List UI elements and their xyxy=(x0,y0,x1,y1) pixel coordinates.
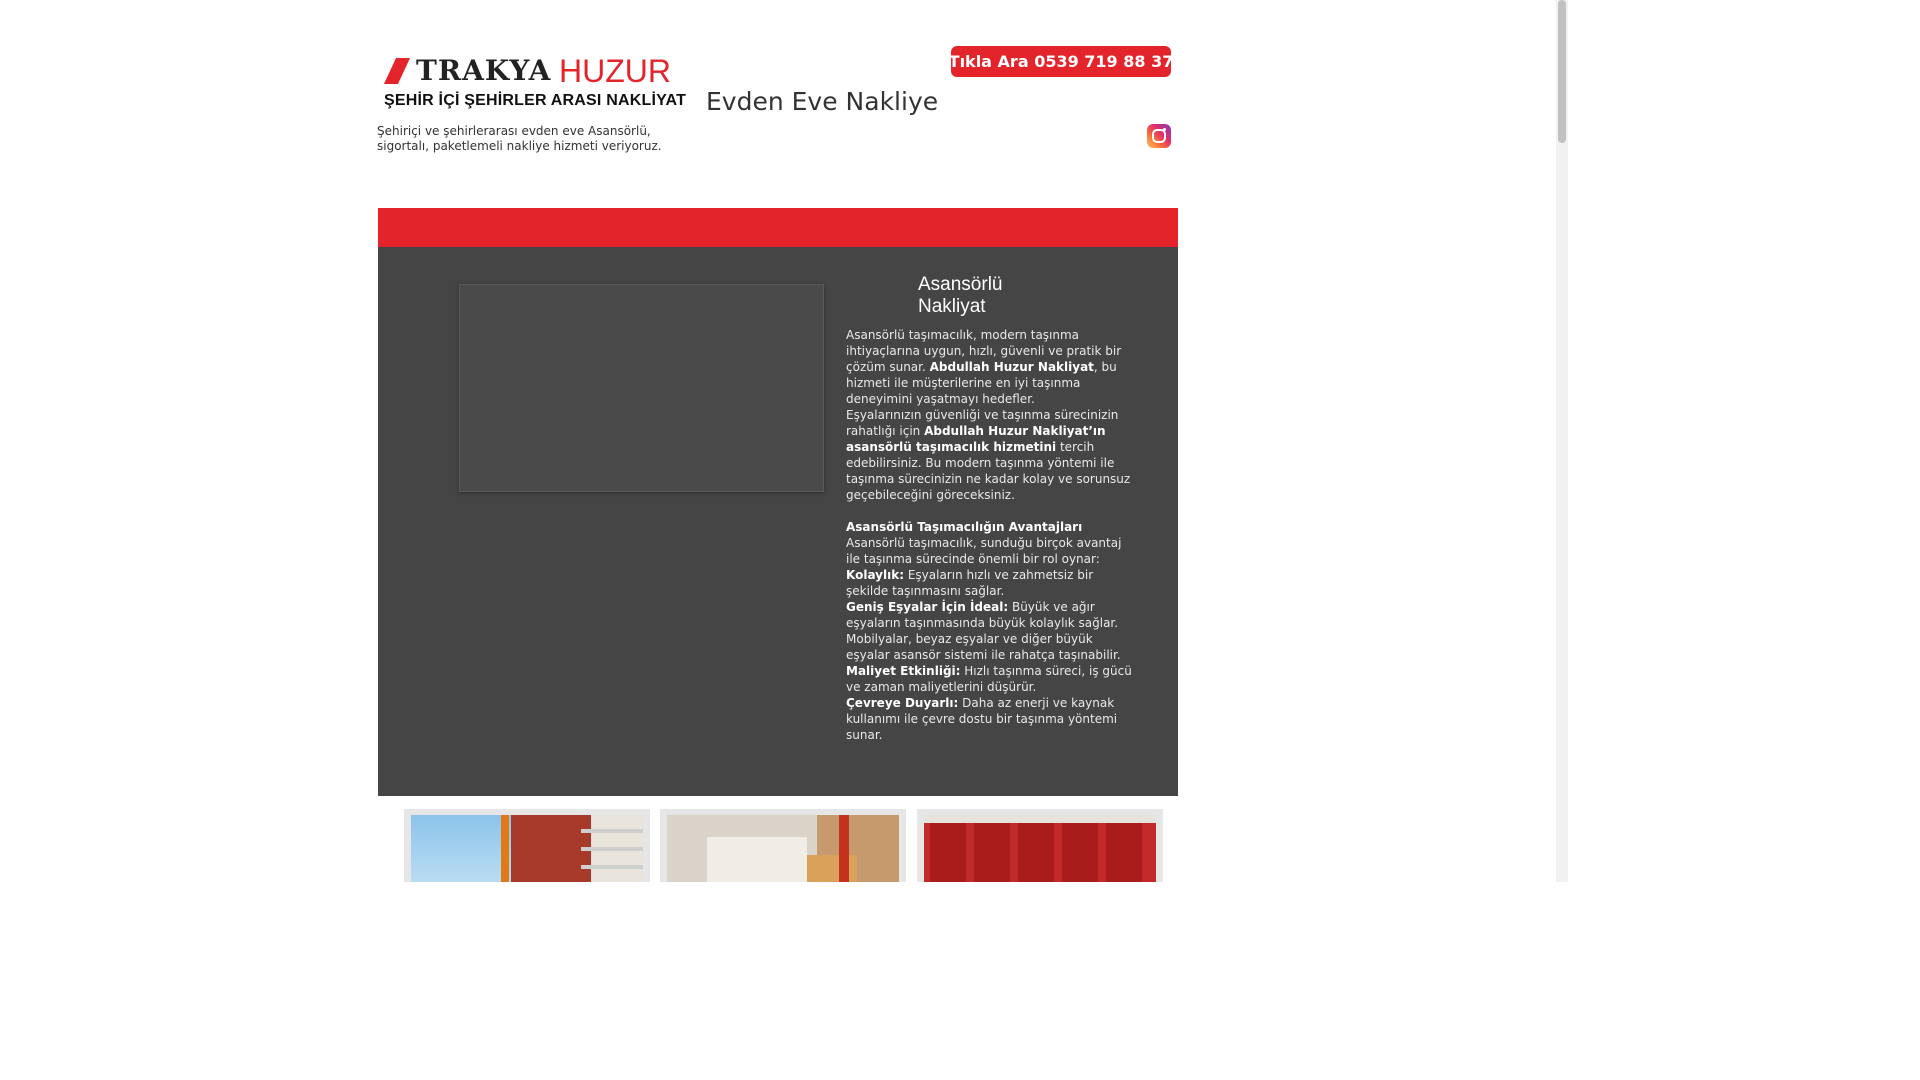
logo-brand-primary: TRAKYA xyxy=(416,54,552,87)
instagram-icon[interactable] xyxy=(1147,124,1171,148)
advantage-item: Kolaylık: Eşyaların hızlı ve zahmetsiz bir şekilde taşınmasını sağlar. xyxy=(846,568,1094,598)
advantages-intro: Asansörlü taşımacılık, sunduğu birçok avantaj ile taşınma sürecinde önemli bir rol oynar: xyxy=(846,536,1122,566)
gallery-item-packed-items[interactable] xyxy=(917,809,1163,882)
content-section xyxy=(378,247,1178,796)
intro-paragraph-2: Eşyalarınızın güvenliği ve taşınma sürecinizin rahatlığı için Abdullah Huzur Nakliyat’ın asansörlü taşımacılık hizmetini tercih edebilirsiniz. Bu modern taşınma yöntemi ile taşınma sürecinizin ne kadar kolay ve sorunsuz geçebileceğini göreceksiniz. xyxy=(846,408,1131,502)
logo-brand-secondary: HUZUR xyxy=(559,53,671,89)
site-logo[interactable] xyxy=(384,54,694,114)
scrollbar-thumb[interactable] xyxy=(1558,0,1566,143)
instagram-icon-dot xyxy=(1163,128,1166,131)
section-heading: Asansörlü Nakliyat xyxy=(918,274,1003,317)
article-text xyxy=(846,327,1136,743)
logo-slash-mark xyxy=(384,58,410,84)
call-button[interactable]: Tıkla Ara 0539 719 88 37 xyxy=(951,46,1171,77)
advantage-item: Geniş Eşyalar İçin İdeal: Büyük ve ağır eşyaların taşınmasında büyük kolaylık sağlar. Mobilyalar, beyaz eşyalar ve diğer büyük eşyalar asansör sistemi ile rahatça taşınabilir. xyxy=(846,600,1121,662)
intro-paragraph: Asansörlü taşımacılık, modern taşınma ihtiyaçlarına uygun, hızlı, güvenli ve pratik bir çözüm sunar. Abdullah Huzur Nakliyat, bu hizmeti ile müşterilerine en iyi taşınma deneyimini yaşatmayı hedefler. xyxy=(846,328,1122,406)
navigation-bar xyxy=(378,208,1178,247)
advantage-item: Maliyet Etkinliği: Hızlı taşınma süreci, iş gücü ve zaman maliyetlerini düşürür. xyxy=(846,664,1132,694)
site-title: Evden Eve Nakliye xyxy=(706,86,939,116)
logo-subtitle: ŞEHİR İÇİ ŞEHİRLER ARASI NAKLİYAT xyxy=(384,92,687,109)
advantage-item: Çevreye Duyarlı: Daha az enerji ve kaynak kullanımı ile çevre dostu bir taşınma yöntemi sunar. xyxy=(846,696,1118,742)
page-scrollbar[interactable] xyxy=(1556,0,1568,882)
gallery-item-truck-lift[interactable] xyxy=(660,809,906,882)
instagram-icon-ring xyxy=(1152,129,1166,143)
site-tagline: Şehiriçi ve şehirlerarası evden eve Asansörlü, sigortalı, paketlemeli nakliye hizmeti veriyoruz. xyxy=(377,124,662,153)
advantages-title: Asansörlü Taşımacılığın Avantajları xyxy=(846,520,1083,534)
video-player[interactable] xyxy=(459,284,824,492)
gallery-image xyxy=(667,815,899,882)
gallery-image xyxy=(924,815,1156,882)
gallery-image xyxy=(411,815,643,882)
gallery-item-building-crane[interactable] xyxy=(404,809,650,882)
